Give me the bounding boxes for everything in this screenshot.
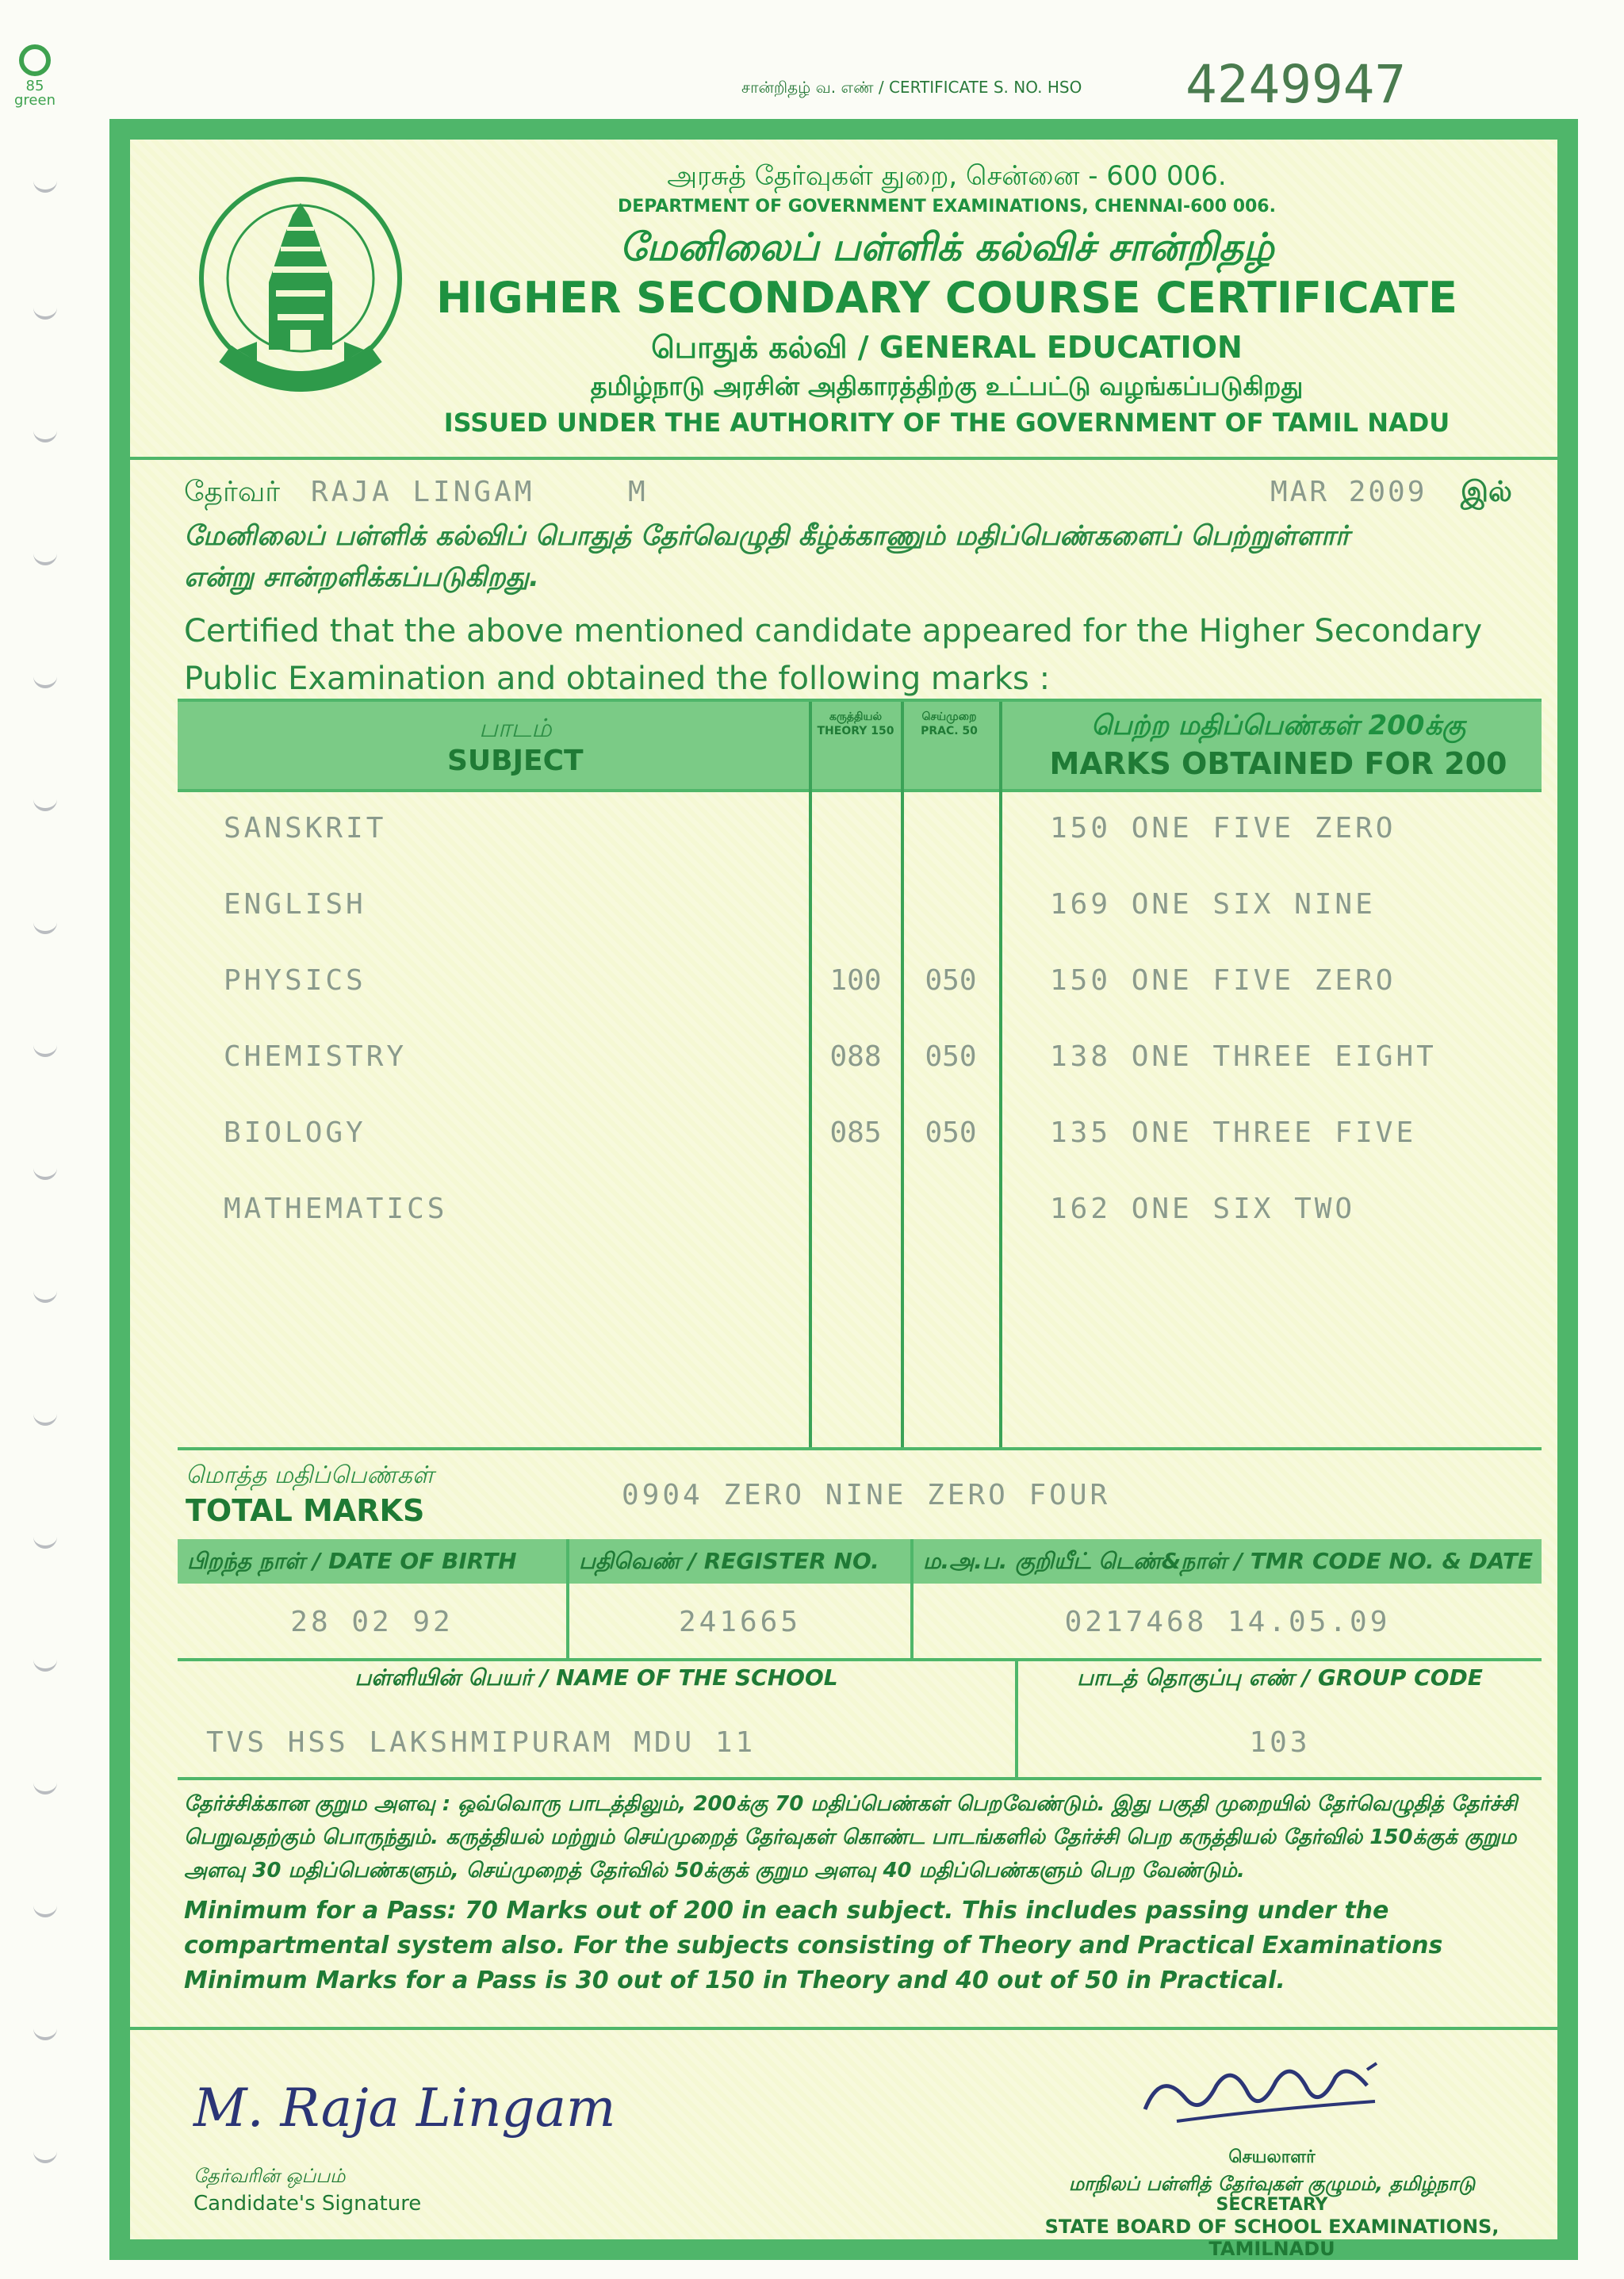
binder-ring bbox=[33, 920, 57, 934]
serial-label: சான்றிதழ் வ. எண் / CERTIFICATE S. NO. HSO bbox=[741, 78, 1082, 97]
exam-month: MAR 2009 bbox=[1270, 476, 1427, 508]
pass-rules-tamil: தேர்ச்சிக்கான குறும அளவு : ஒவ்வொரு பாடத்திலும், 200க்கு 70 மதிப்பெண்கள் பெறவேண்டும். இது பகுதி முறையில் தேர்வெழுதித் தேர்ச்சி பெறுவதற்கும் பொருந்தும். கருத்தியல் மற்றும் செய்முறைத் தேர்வுகள் கொண்ட பாடங்களில் தேர்ச்சி பெற கருத்தியல் தேர்வில் 150க்குக் குறும அளவு 30 மதிப்பெண்களும், செய்முறைத் தேர்வில் 50க்குக் குறும அளவு 40 மதிப்பெண்களும் பெற வேண்டும். bbox=[184, 1792, 1518, 1883]
register-label: பதிவெண் / REGISTER NO. bbox=[569, 1539, 910, 1584]
candidate-name: RAJA LINGAM bbox=[311, 476, 535, 508]
dob-value: 28 02 92 bbox=[290, 1606, 454, 1638]
dept-english: DEPARTMENT OF GOVERNMENT EXAMINATIONS, CHENNAI-600 006. bbox=[618, 197, 1276, 216]
subject-cell: ENGLISH bbox=[224, 888, 366, 921]
corner-tag-text: 85 green bbox=[14, 78, 56, 109]
school-name-label: பள்ளியின் பெயர் / NAME OF THE SCHOOL bbox=[354, 1664, 838, 1691]
binder-ring bbox=[33, 797, 57, 811]
total-label-english: TOTAL MARKS bbox=[186, 1493, 425, 1528]
subject-cell: SANSKRIT bbox=[224, 812, 387, 845]
certificate-serial bbox=[741, 54, 1534, 117]
tmr-value: 0217468 14.05.09 bbox=[1064, 1606, 1391, 1638]
table-row bbox=[178, 945, 1542, 1021]
total-value: 0904 ZERO NINE ZERO FOUR bbox=[622, 1479, 1111, 1511]
candidate-details-row bbox=[178, 1539, 1542, 1661]
theory-cell: 088 bbox=[829, 1040, 882, 1073]
practical-cell: 050 bbox=[925, 1117, 977, 1149]
marks-table-header bbox=[178, 702, 1542, 792]
marks-cell: 135 ONE THREE FIVE bbox=[1050, 1117, 1417, 1149]
dob-cell bbox=[178, 1539, 569, 1658]
marks-table bbox=[178, 699, 1542, 1450]
secretary-signature-scrawl-icon bbox=[1129, 2054, 1399, 2149]
binder-ring bbox=[33, 1657, 57, 1672]
school-name-value: TVS HSS LAKSHMIPURAM MDU 11 bbox=[206, 1726, 756, 1759]
binder-ring bbox=[33, 1903, 57, 1917]
marks-cell: 138 ONE THREE EIGHT bbox=[1050, 1040, 1437, 1073]
binder-ring bbox=[33, 551, 57, 565]
corner-circle-icon bbox=[19, 44, 51, 76]
secretary-title-tamil: செயலாளர் bbox=[1228, 2147, 1316, 2167]
authority-tamil: தமிழ்நாடு அரசின் அதிகாரத்திற்கு உட்பட்டு வழங்கப்படுகிறது bbox=[590, 371, 1304, 401]
signatures bbox=[130, 2027, 1557, 2260]
board-name-tamil: மாநிலப் பள்ளித் தேர்வுகள் குழுமம், தமிழ்நாடு bbox=[1068, 2173, 1476, 2195]
candidate-initial: M bbox=[628, 476, 645, 508]
binder-ring bbox=[33, 1166, 57, 1180]
register-cell bbox=[569, 1539, 914, 1658]
table-row bbox=[178, 1097, 1542, 1174]
table-row bbox=[178, 869, 1542, 945]
total-marks-row bbox=[178, 1444, 1542, 1542]
marks-cell: 150 ONE FIVE ZERO bbox=[1050, 964, 1396, 997]
practical-cell: 050 bbox=[925, 1040, 977, 1073]
binder-ring bbox=[33, 428, 57, 442]
binder-ring bbox=[33, 1043, 57, 1057]
binder-ring bbox=[33, 178, 57, 193]
binder-ring bbox=[33, 674, 57, 688]
dept-tamil: அரசுத் தேர்வுகள் துறை, சென்னை - 600 006. bbox=[667, 160, 1227, 192]
secretary-title-english: SECRETARY bbox=[1216, 2195, 1328, 2215]
binder-ring bbox=[33, 1534, 57, 1549]
candidate-line bbox=[184, 476, 1532, 515]
serial-number: 4249947 bbox=[1185, 54, 1407, 115]
group-code-value: 103 bbox=[1249, 1726, 1311, 1759]
pass-rules bbox=[184, 1787, 1532, 2025]
subject-cell: MATHEMATICS bbox=[224, 1193, 448, 1225]
marks-header-tamil: பெற்ற மதிப்பெண்கள் 200க்கு bbox=[1090, 710, 1466, 741]
certify-tamil-line-1: மேனிலைப் பள்ளிக் கல்விப் பொதுத் தேர்வெழுதி கீழ்க்காணும் மதிப்பெண்களைப் பெற்றுள்ளார் bbox=[184, 520, 1350, 552]
candidate-signature-handwriting: M. Raja Lingam bbox=[193, 2078, 616, 2139]
binder-ring bbox=[33, 1780, 57, 1794]
group-code-label: பாடத் தொகுப்பு எண் / GROUP CODE bbox=[1077, 1664, 1483, 1691]
candidate-signature-label-tamil: தேர்வரின் ஒப்பம் bbox=[193, 2165, 346, 2187]
candidate-signature-label-english: Candidate's Signature bbox=[193, 2192, 422, 2216]
subject-cell: CHEMISTRY bbox=[224, 1040, 408, 1073]
tmr-cell bbox=[914, 1539, 1542, 1658]
title-english: HIGHER SECONDARY COURSE CERTIFICATE bbox=[436, 273, 1457, 323]
authority-english: ISSUED UNDER THE AUTHORITY OF THE GOVERNMENT OF TAMIL NADU bbox=[443, 408, 1450, 438]
subject-cell: PHYSICS bbox=[224, 964, 366, 997]
total-label-tamil: மொத்த மதிப்பெண்கள் bbox=[186, 1461, 434, 1489]
tamil-nadu-emblem-icon bbox=[193, 171, 408, 409]
table-row bbox=[178, 1174, 1542, 1250]
practical-cell: 050 bbox=[925, 964, 977, 997]
marks-cell: 169 ONE SIX NINE bbox=[1050, 888, 1376, 921]
binder-ring bbox=[33, 1411, 57, 1426]
binder-ring bbox=[33, 1289, 57, 1303]
certify-english: Certified that the above mentioned candidate appeared for the Higher Secondary Public Examination and obtained the following marks : bbox=[184, 613, 1483, 697]
candidate-label: தேர்வர் bbox=[184, 476, 281, 508]
secretary-signature bbox=[1002, 2054, 1542, 2260]
certificate-header bbox=[130, 140, 1557, 460]
stream: பொதுக் கல்வி / GENERAL EDUCATION bbox=[651, 330, 1243, 365]
register-value: 241665 bbox=[678, 1606, 802, 1638]
subject-header-english: SUBJECT bbox=[447, 745, 584, 777]
school-row bbox=[178, 1658, 1542, 1780]
marks-cell: 162 ONE SIX TWO bbox=[1050, 1193, 1356, 1225]
candidate-signature bbox=[193, 2062, 749, 2220]
tmr-label: ம.அ.ப. குறியீட் டெண்&நாள் / TMR CODE NO. & DATE bbox=[914, 1539, 1542, 1584]
certify-tamil-line-2: என்று சான்றளிக்கப்படுகிறது. bbox=[184, 561, 539, 593]
marks-header-english: MARKS OBTAINED FOR 200 bbox=[1049, 746, 1507, 781]
theory-header: கருத்தியல் THEORY 150 bbox=[817, 711, 894, 737]
table-row bbox=[178, 793, 1542, 869]
binder-ring bbox=[33, 2149, 57, 2163]
group-code-cell bbox=[1018, 1658, 1542, 1777]
binder-ring bbox=[33, 305, 57, 320]
subject-header-tamil: பாடம் bbox=[479, 713, 552, 743]
theory-cell: 085 bbox=[829, 1117, 882, 1149]
exam-month-suffix: இல் bbox=[1461, 476, 1512, 508]
binder-ring bbox=[33, 2026, 57, 2040]
certificate bbox=[109, 119, 1578, 2260]
subject-cell: BIOLOGY bbox=[224, 1117, 366, 1149]
practical-header: செய்முறை PRAC. 50 bbox=[921, 711, 978, 737]
marks-cell: 150 ONE FIVE ZERO bbox=[1050, 812, 1396, 845]
table-row bbox=[178, 1021, 1542, 1097]
binder-edge bbox=[0, 0, 95, 2279]
theory-cell: 100 bbox=[829, 964, 882, 997]
dob-label: பிறந்த நாள் / DATE OF BIRTH bbox=[178, 1539, 566, 1584]
pass-rules-english: Minimum for a Pass: 70 Marks out of 200 in each subject. This includes passing under the compartmental system also. For the subjects consisting of Theory and Practical Examinations Minimum Marks for a Pass is 30 out of 150 in Theory and 40 out of 50 in Practical. bbox=[184, 1897, 1443, 1994]
board-name-english: STATE BOARD OF SCHOOL EXAMINATIONS, TAMILNADU bbox=[1044, 2216, 1500, 2260]
school-name-cell bbox=[178, 1658, 1018, 1777]
corner-tag bbox=[10, 44, 60, 108]
title-tamil: மேனிலைப் பள்ளிக் கல்விச் சான்றிதழ் bbox=[619, 225, 1274, 270]
